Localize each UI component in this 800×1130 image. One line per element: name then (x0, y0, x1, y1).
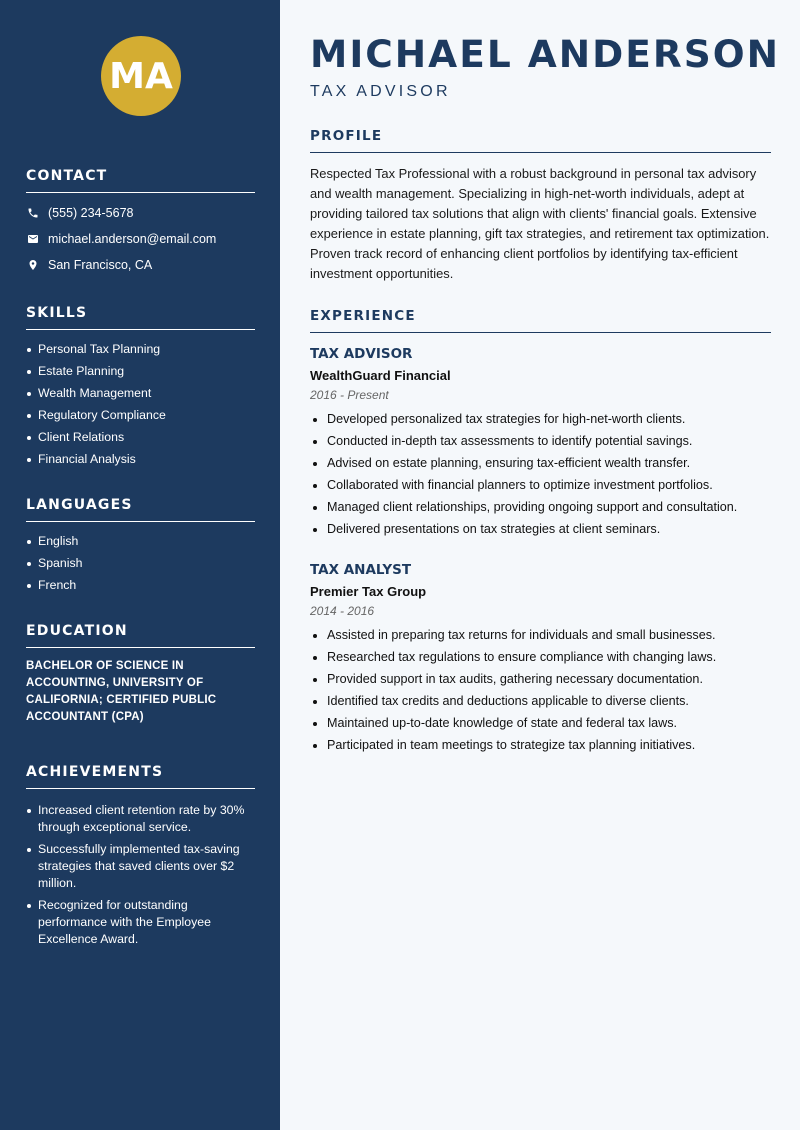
achievement-item: Successfully implemented tax-saving strategies that saved clients over $2 million. (26, 841, 255, 892)
contact-email-text: michael.anderson@email.com (48, 232, 217, 246)
skill-item: Personal Tax Planning (26, 341, 255, 358)
contact-heading: CONTACT (26, 168, 255, 193)
job-bullet: Developed personalized tax strategies for high-net-worth clients. (310, 411, 771, 428)
job-entry (310, 346, 771, 543)
skill-item: Regulatory Compliance (26, 407, 255, 424)
achievements-heading: ACHIEVEMENTS (26, 764, 255, 789)
candidate-title: TAX ADVISOR (310, 83, 451, 100)
job-bullet: Provided support in tax audits, gathering necessary documentation. (310, 671, 771, 688)
job-bullet: Managed client relationships, providing ongoing support and consultation. (310, 499, 771, 516)
education-heading: EDUCATION (26, 623, 255, 648)
language-item: Spanish (26, 555, 255, 572)
phone-icon (26, 207, 39, 220)
achievements-section (26, 764, 255, 953)
contact-location-text: San Francisco, CA (48, 258, 153, 272)
location-pin-icon (26, 259, 39, 272)
contact-email (26, 230, 255, 248)
job-bullet: Maintained up-to-date knowledge of state and federal tax laws. (310, 715, 771, 732)
skills-section (26, 305, 255, 473)
profile-heading: PROFILE (310, 128, 771, 153)
skill-item: Client Relations (26, 429, 255, 446)
job-bullets (310, 627, 771, 754)
job-bullet: Advised on estate planning, ensuring tax-efficient wealth transfer. (310, 455, 771, 472)
experience-heading: EXPERIENCE (310, 308, 771, 333)
education-degree: BACHELOR OF SCIENCE IN ACCOUNTING, UNIVERSITY OF CALIFORNIA; CERTIFIED PUBLIC ACCOUNTANT (CPA) (26, 660, 217, 723)
job-bullet: Identified tax credits and deductions applicable to diverse clients. (310, 693, 771, 710)
job-bullets (310, 411, 771, 538)
education-section (26, 623, 255, 726)
email-icon (26, 233, 39, 246)
job-dates: 2014 - 2016 (310, 604, 375, 618)
contact-location (26, 256, 255, 274)
job-company: Premier Tax Group (310, 584, 427, 599)
skill-item: Wealth Management (26, 385, 255, 402)
contact-phone (26, 204, 255, 222)
language-item: French (26, 577, 255, 594)
languages-list (26, 533, 255, 594)
skill-item: Financial Analysis (26, 451, 255, 468)
job-bullet: Participated in team meetings to strategize tax planning initiatives. (310, 737, 771, 754)
achievement-item: Increased client retention rate by 30% through exceptional service. (26, 802, 255, 836)
job-bullet: Collaborated with financial planners to optimize investment portfolios. (310, 477, 771, 494)
skills-heading: SKILLS (26, 305, 255, 330)
job-bullet: Delivered presentations on tax strategies at client seminars. (310, 521, 771, 538)
languages-heading: LANGUAGES (26, 497, 255, 522)
job-bullet: Conducted in-depth tax assessments to identify potential savings. (310, 433, 771, 450)
skills-list (26, 341, 255, 468)
job-role: TAX ANALYST (310, 562, 412, 578)
contact-phone-text: (555) 234-5678 (48, 206, 134, 220)
avatar: MA (101, 36, 181, 116)
achievements-list (26, 802, 255, 948)
contact-section (26, 168, 255, 274)
job-role: TAX ADVISOR (310, 346, 413, 362)
achievement-item: Recognized for outstanding performance with the Employee Excellence Award. (26, 897, 255, 948)
skill-item: Estate Planning (26, 363, 255, 380)
candidate-name: MICHAEL ANDERSON (310, 32, 781, 76)
sidebar (0, 0, 280, 1130)
job-entry (310, 562, 771, 759)
languages-section (26, 497, 255, 599)
job-bullet: Researched tax regulations to ensure compliance with changing laws. (310, 649, 771, 666)
job-company: WealthGuard Financial (310, 368, 451, 383)
job-bullet: Assisted in preparing tax returns for individuals and small businesses. (310, 627, 771, 644)
job-dates: 2016 - Present (310, 388, 389, 402)
language-item: English (26, 533, 255, 550)
profile-text: Respected Tax Professional with a robust background in personal tax advisory and wealth management. Specializing in high-net-worth individuals, adept at providing tailored tax solutions that align with clients' financial goals. Extensive experience in estate planning, gift tax strategies, and retirement tax optimization. Proven track record of enhancing client portfolios by identifying tax-efficient investment opportunities. (310, 166, 770, 281)
